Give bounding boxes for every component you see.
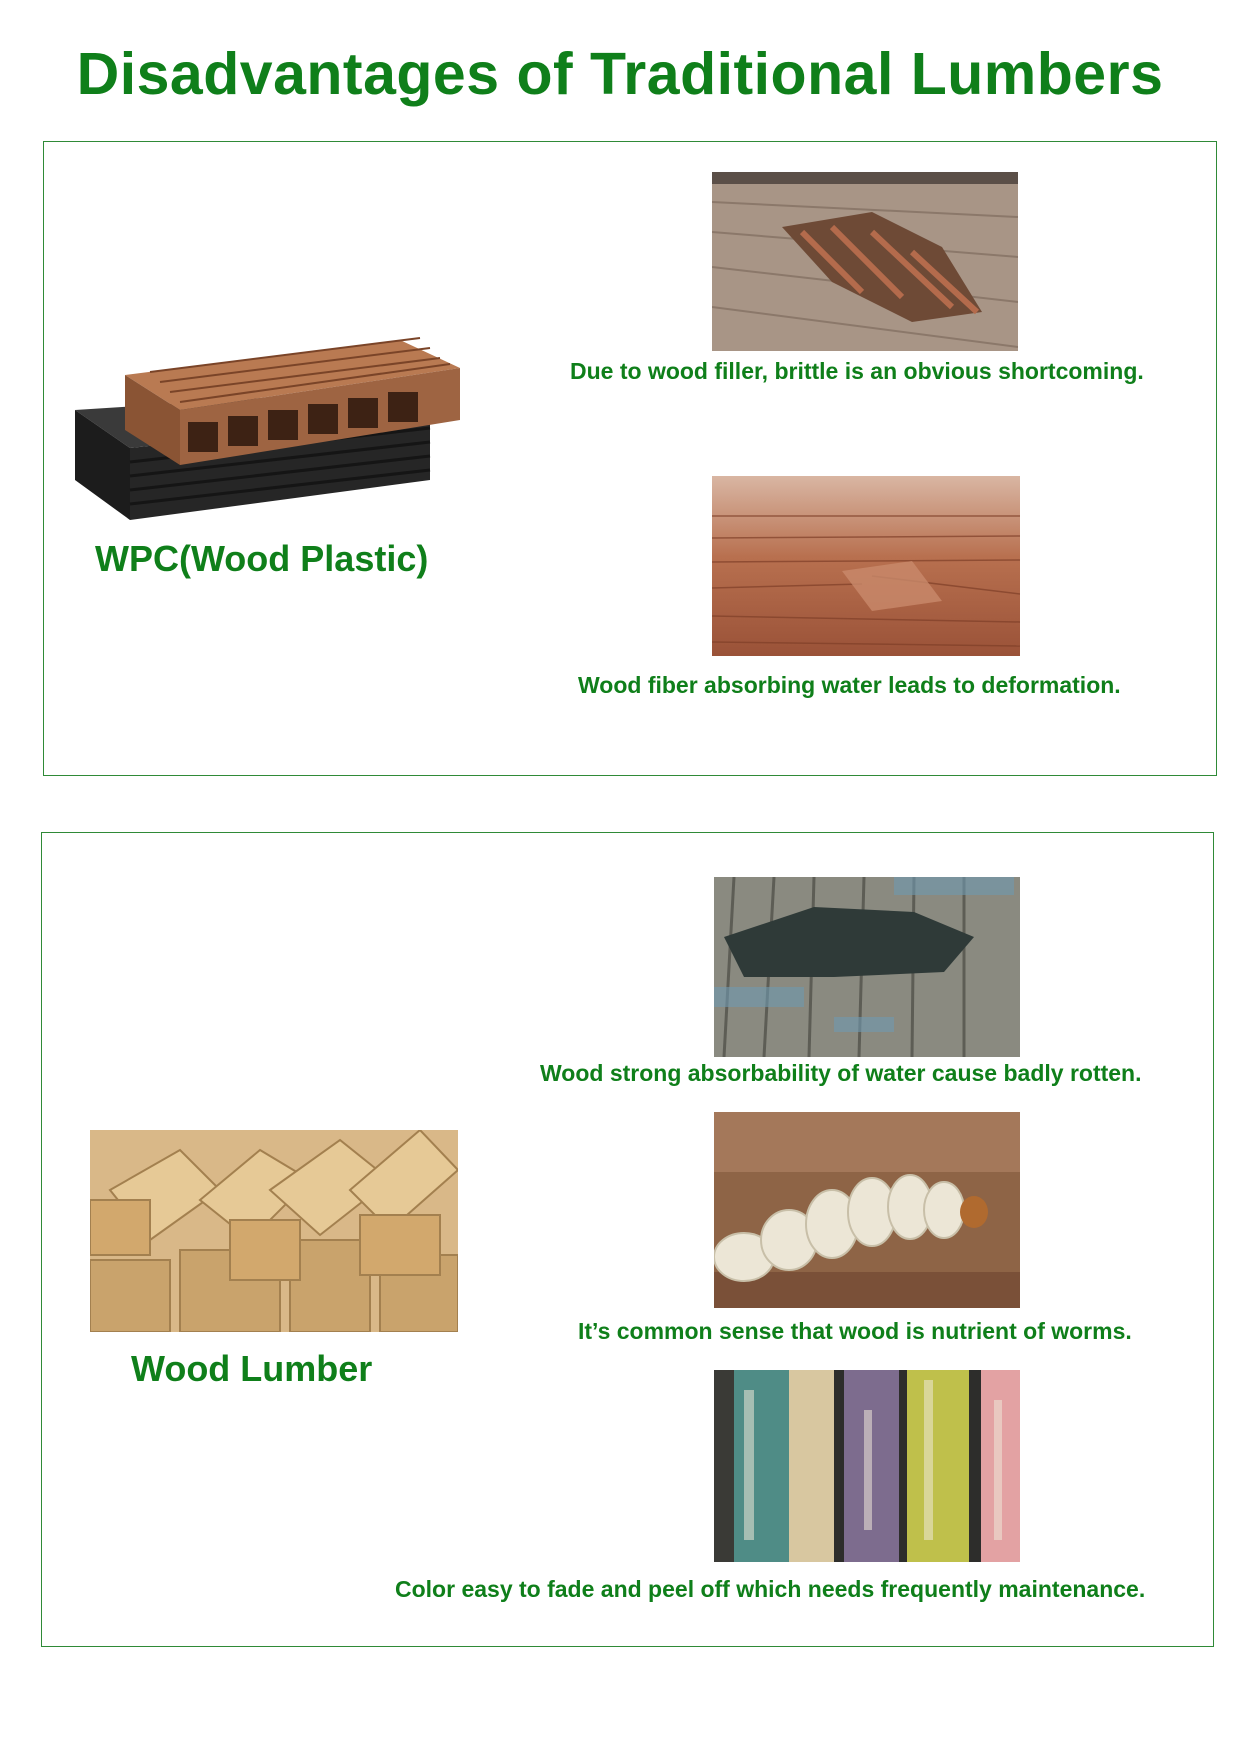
rotten-planks-image <box>714 877 1020 1057</box>
wpc-product-label: WPC(Wood Plastic) <box>95 538 429 579</box>
wpc-caption-deformation: Wood fiber absorbing water leads to deformation. <box>578 672 1121 698</box>
faded-boards-image <box>714 1370 1020 1562</box>
wood-lumber-image <box>90 1130 458 1332</box>
wood-caption-worms: It’s common sense that wood is nutrient of worms. <box>578 1318 1132 1344</box>
wood-grub-image <box>714 1112 1020 1308</box>
wood-caption-rotten: Wood strong absorbability of water cause badly rotten. <box>540 1060 1142 1086</box>
wood-product-label: Wood Lumber <box>131 1348 373 1389</box>
page-title: Disadvantages of Traditional Lumbers <box>76 41 1164 107</box>
wpc-caption-brittle: Due to wood filler, brittle is an obvious shortcoming. <box>570 358 1144 384</box>
cracked-deck-image <box>712 172 1018 351</box>
wood-caption-fading: Color easy to fade and peel off which needs frequently maintenance. <box>395 1576 1146 1602</box>
warped-floor-image <box>712 476 1020 656</box>
wpc-boards-image <box>70 330 460 525</box>
